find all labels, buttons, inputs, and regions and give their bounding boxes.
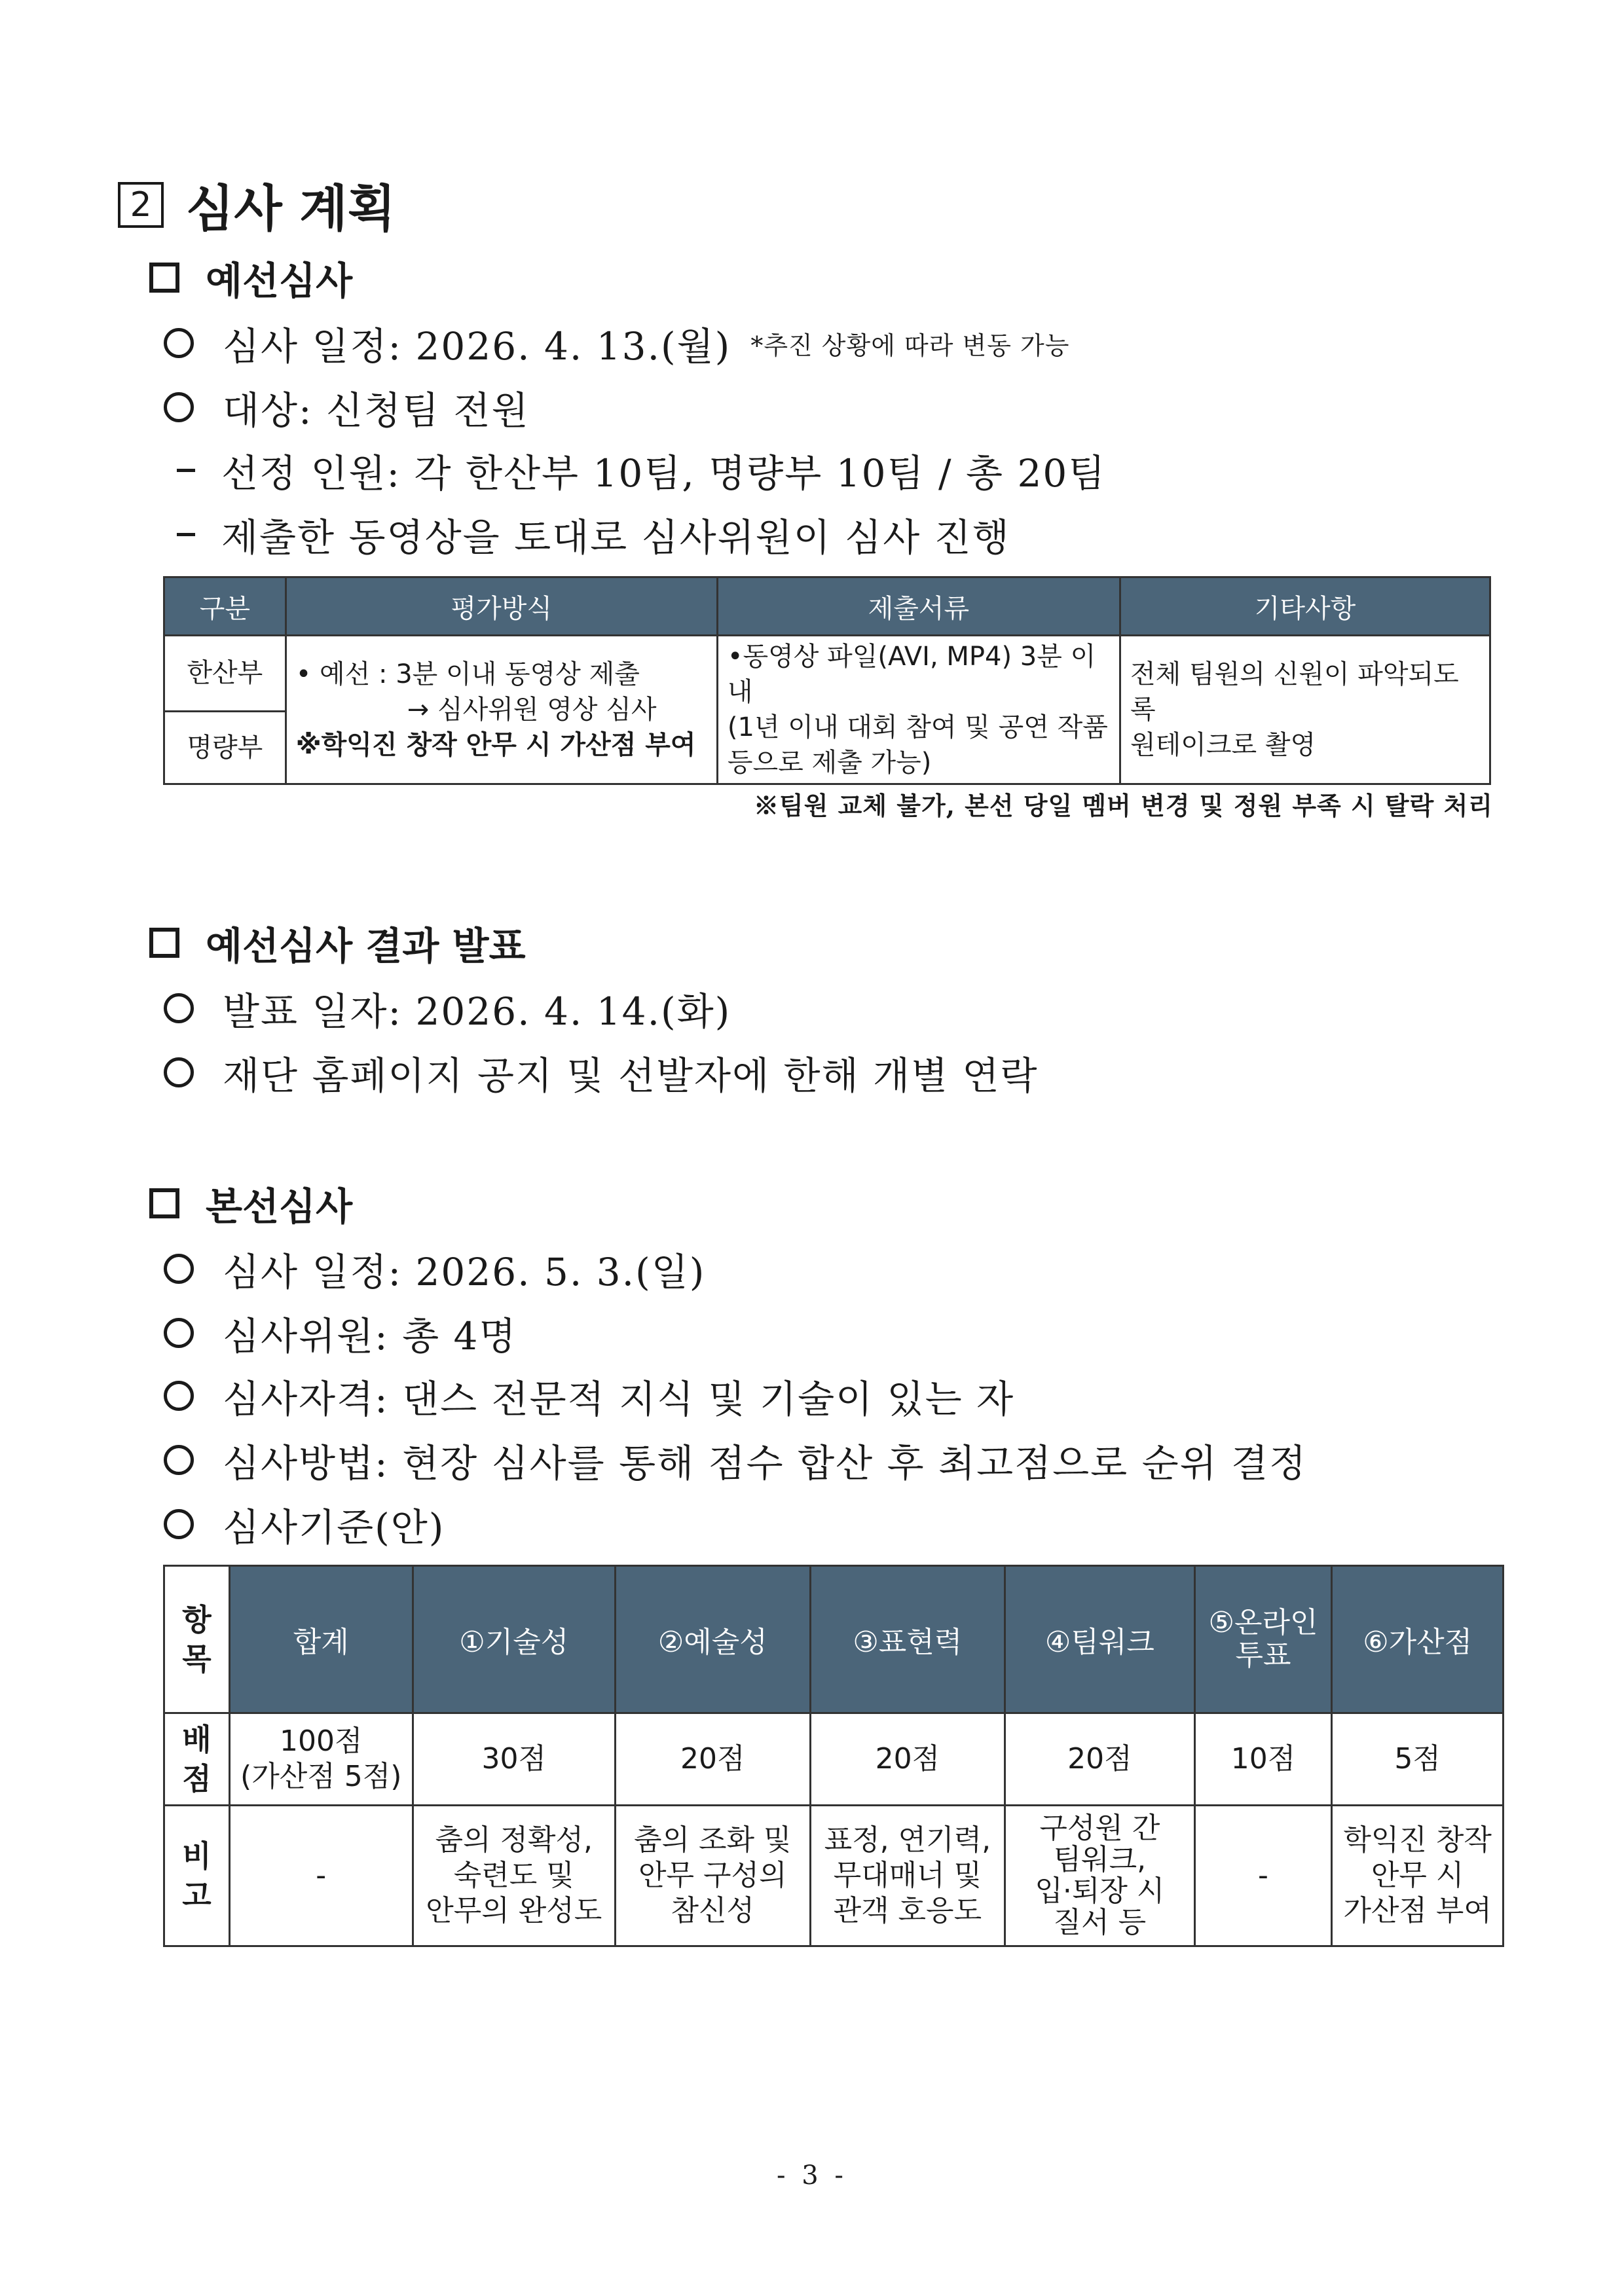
score-cell: 10점	[1194, 1713, 1332, 1806]
final-qualification	[164, 1368, 1014, 1423]
score-cell: 100점 (가산점 5점)	[229, 1713, 413, 1806]
circle-bullet-icon	[164, 993, 194, 1023]
circle-bullet-icon	[164, 1445, 194, 1475]
eval-line: • 예선 : 3분 이내 동영상 제출	[295, 659, 640, 689]
prelim-schedule	[164, 316, 1069, 371]
circle-bullet-icon	[164, 1318, 194, 1348]
etc-line: 전체 팀원의 신원이 파악되도록	[1130, 659, 1459, 725]
prelim-evaluation-table	[163, 576, 1491, 785]
criteria-table	[163, 1565, 1504, 1947]
division-cell: 명량부	[164, 711, 286, 784]
docs-line: (1년 이내 대회 참여 및 공연 작품	[727, 712, 1108, 742]
eval-method-cell	[286, 636, 717, 784]
header-cell: ④팀워크	[1005, 1566, 1195, 1713]
docs-line: 등으로 제출 가능)	[727, 748, 932, 778]
eval-line: → 심사위원 영상 심사	[407, 695, 657, 725]
header-cell: ①기술성	[413, 1566, 616, 1713]
prelim-schedule-text: 심사 일정: 2026. 4. 13.(월)	[223, 324, 731, 369]
circle-bullet-icon	[164, 328, 194, 358]
circle-bullet-icon	[164, 1057, 194, 1087]
note-cell: 학익진 창작 안무 시 가산점 부여	[1332, 1806, 1504, 1946]
row-head-item: 항 목	[164, 1566, 230, 1713]
prelim-heading	[149, 250, 352, 305]
prelim-target	[164, 380, 530, 435]
square-bullet-icon	[149, 263, 179, 293]
result-heading	[149, 915, 526, 970]
note-cell: -	[1194, 1806, 1332, 1946]
table-row	[164, 1806, 1504, 1946]
row-head-score: 배 점	[164, 1713, 230, 1806]
score-cell: 20점	[616, 1713, 811, 1806]
final-criteria	[164, 1497, 445, 1552]
header-cell: 제출서류	[717, 577, 1120, 636]
note-cell: 춤의 조화 및 안무 구성의 참신성	[616, 1806, 811, 1946]
result-notice	[164, 1045, 1039, 1100]
note-cell: 구성원 간 팀워크, 입·퇴장 시 질서 등	[1005, 1806, 1195, 1946]
final-heading	[149, 1176, 352, 1231]
final-schedule-text: 심사 일정: 2026. 5. 3.(일)	[223, 1250, 706, 1294]
final-method-text: 심사방법: 현장 심사를 통해 점수 합산 후 최고점으로 순위 결정	[223, 1441, 1308, 1485]
final-judges-text: 심사위원: 총 4명	[223, 1314, 517, 1358]
header-cell: ③표현력	[810, 1566, 1005, 1713]
note-cell: 표정, 연기력, 무대매너 및 관객 호응도	[810, 1806, 1005, 1946]
header-cell: ⑤온라인 투표	[1194, 1566, 1332, 1713]
etc-cell	[1120, 636, 1490, 784]
score-cell: 30점	[413, 1713, 616, 1806]
score-cell: 20점	[810, 1713, 1005, 1806]
prelim-method	[177, 507, 1010, 562]
circle-bullet-icon	[164, 392, 194, 422]
note-cell: -	[229, 1806, 413, 1946]
eval-line: ※학익진 창작 안무 시 가산점 부여	[295, 730, 696, 760]
result-date	[164, 981, 731, 1036]
dash-bullet-icon	[177, 533, 195, 536]
row-head-note: 비 고	[164, 1806, 230, 1946]
final-schedule	[164, 1241, 705, 1296]
table1-note: ※팀원 교체 불가, 본선 당일 멤버 변경 및 정원 부족 시 탈락 처리	[754, 791, 1493, 820]
score-cell: 5점	[1332, 1713, 1504, 1806]
section-number-box: 2	[118, 182, 164, 228]
table-row	[164, 636, 1490, 712]
circle-bullet-icon	[164, 1381, 194, 1411]
docs-cell	[717, 636, 1120, 784]
header-cell: ⑥가산점	[1332, 1566, 1504, 1713]
prelim-target-text: 대상: 신청팀 전원	[223, 388, 530, 433]
result-notice-text: 재단 홈페이지 공지 및 선발자에 한해 개별 연락	[223, 1053, 1039, 1098]
circle-bullet-icon	[164, 1509, 194, 1539]
section-title	[118, 169, 396, 240]
docs-line: •동영상 파일(AVI, MP4) 3분 이내	[727, 642, 1096, 707]
final-method	[164, 1432, 1307, 1487]
etc-line: 원테이크로 촬영	[1130, 730, 1316, 760]
result-date-text: 발표 일자: 2026. 4. 14.(화)	[223, 989, 731, 1034]
score-cell: 20점	[1005, 1713, 1195, 1806]
page-number: - 3 -	[777, 2160, 847, 2191]
square-bullet-icon	[149, 1188, 179, 1218]
prelim-quota-text: 선정 인원: 각 한산부 10팀, 명량부 10팀 / 총 20팀	[221, 451, 1107, 496]
section-title-text: 심사 계획	[186, 179, 396, 238]
table-row	[164, 1713, 1504, 1806]
final-judges	[164, 1305, 517, 1360]
note-cell: 춤의 정확성, 숙련도 및 안무의 완성도	[413, 1806, 616, 1946]
header-cell: 구분	[164, 577, 286, 636]
table-header-row	[164, 1566, 1504, 1713]
square-bullet-icon	[149, 928, 179, 958]
table-header-row	[164, 577, 1490, 636]
prelim-quota	[177, 443, 1106, 498]
dash-bullet-icon	[177, 469, 195, 472]
header-cell: ②예술성	[616, 1566, 811, 1713]
prelim-heading-text: 예선심사	[206, 259, 353, 303]
header-cell: 평가방식	[286, 577, 717, 636]
prelim-schedule-note: *추진 상황에 따라 변동 가능	[750, 331, 1070, 360]
final-qualification-text: 심사자격: 댄스 전문적 지식 및 기술이 있는 자	[223, 1377, 1015, 1421]
final-heading-text: 본선심사	[206, 1184, 353, 1229]
final-criteria-text: 심사기준(안)	[223, 1505, 445, 1550]
circle-bullet-icon	[164, 1254, 194, 1284]
result-heading-text: 예선심사 결과 발표	[206, 924, 526, 968]
header-cell: 합계	[229, 1566, 413, 1713]
header-cell: 기타사항	[1120, 577, 1490, 636]
prelim-method-text: 제출한 동영상을 토대로 심사위원이 심사 진행	[221, 515, 1010, 560]
division-cell: 한산부	[164, 636, 286, 712]
